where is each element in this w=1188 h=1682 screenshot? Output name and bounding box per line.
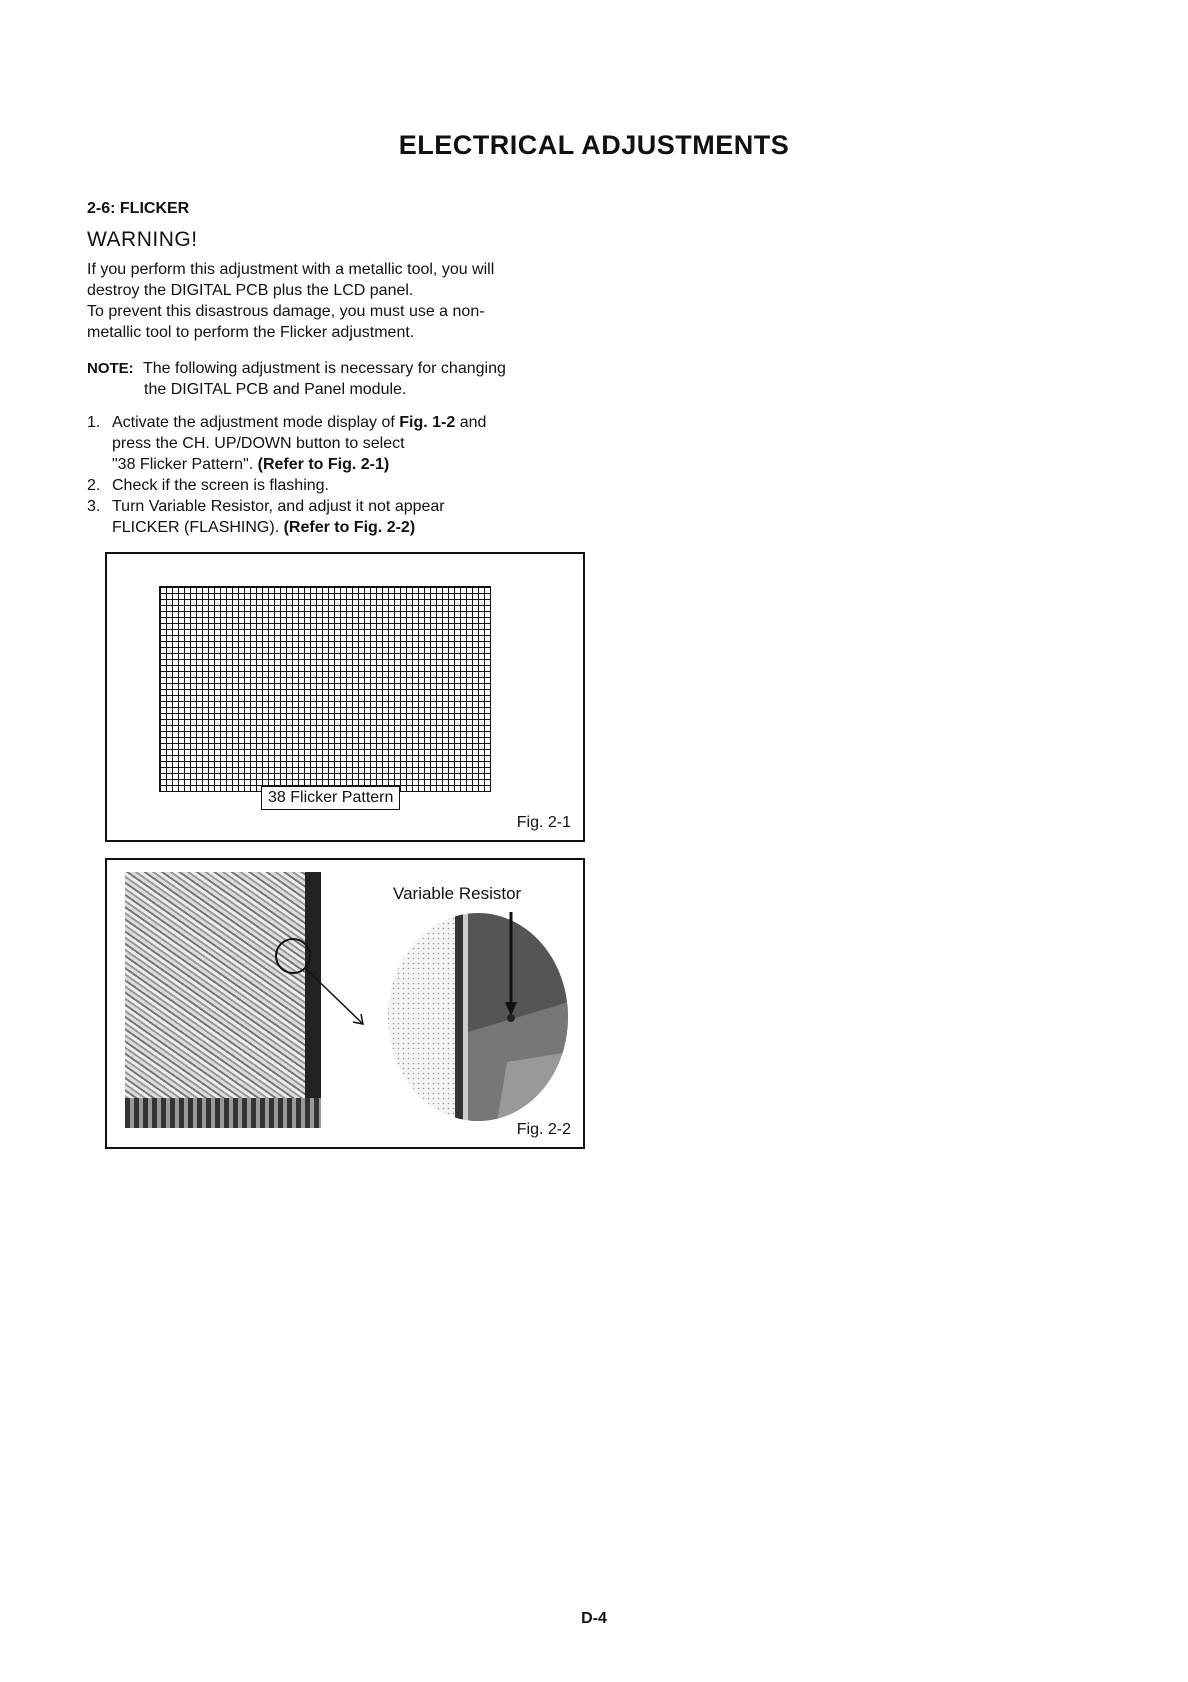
variable-resistor-label: Variable Resistor bbox=[393, 884, 522, 903]
step-text: FLICKER (FLASHING). bbox=[112, 519, 284, 536]
step-number: 2. bbox=[87, 477, 101, 494]
note-line: the DIGITAL PCB and Panel module. bbox=[144, 381, 407, 398]
step-line bbox=[112, 412, 607, 433]
warning-line: If you perform this adjustment with a metallic tool, you will bbox=[87, 261, 495, 278]
figure-reference: Fig. 1-2 bbox=[399, 414, 456, 431]
figure-reference: (Refer to Fig. 2-2) bbox=[283, 519, 416, 536]
step-number: 3. bbox=[87, 498, 101, 515]
note-block bbox=[87, 358, 607, 400]
warning-heading: WARNING! bbox=[87, 228, 198, 251]
page-title: ELECTRICAL ADJUSTMENTS bbox=[398, 130, 790, 160]
step-line: press the CH. UP/DOWN button to select bbox=[112, 435, 405, 452]
warning-line: To prevent this disastrous damage, you must use a non- bbox=[87, 303, 485, 320]
steps-list bbox=[87, 412, 607, 538]
note-line: The following adjustment is necessary for changing bbox=[143, 360, 506, 377]
warning-line: destroy the DIGITAL PCB plus the LCD panel. bbox=[87, 282, 414, 299]
step-number: 1. bbox=[87, 414, 101, 431]
figure-caption: Fig. 2-1 bbox=[516, 814, 571, 831]
note-label: NOTE: bbox=[87, 360, 134, 377]
step-item bbox=[87, 412, 607, 475]
step-line bbox=[112, 517, 607, 538]
step-text: "38 Flicker Pattern". bbox=[112, 456, 258, 473]
figure-caption: Fig. 2-2 bbox=[516, 1121, 571, 1138]
step-text: and bbox=[455, 414, 487, 431]
page-number: D-4 bbox=[581, 1610, 607, 1627]
figure-flicker-pattern bbox=[105, 552, 585, 842]
warning-line: metallic tool to perform the Flicker adjustment. bbox=[87, 324, 415, 341]
warning-body bbox=[87, 259, 587, 343]
section-heading: 2-6: FLICKER bbox=[87, 200, 190, 217]
step-item bbox=[87, 475, 607, 496]
step-line bbox=[112, 454, 607, 475]
step-line: Check if the screen is flashing. bbox=[112, 477, 329, 494]
step-text: Activate the adjustment mode display of bbox=[112, 414, 400, 431]
figure-variable-resistor bbox=[105, 858, 585, 1149]
pattern-label: 38 Flicker Pattern bbox=[261, 786, 400, 810]
zoom-circle-image bbox=[387, 912, 569, 1122]
grid-overlay bbox=[159, 586, 489, 806]
step-line: Turn Variable Resistor, and adjust it not appear bbox=[112, 498, 445, 515]
step-item bbox=[87, 496, 607, 538]
figure-reference: (Refer to Fig. 2-1) bbox=[257, 456, 390, 473]
